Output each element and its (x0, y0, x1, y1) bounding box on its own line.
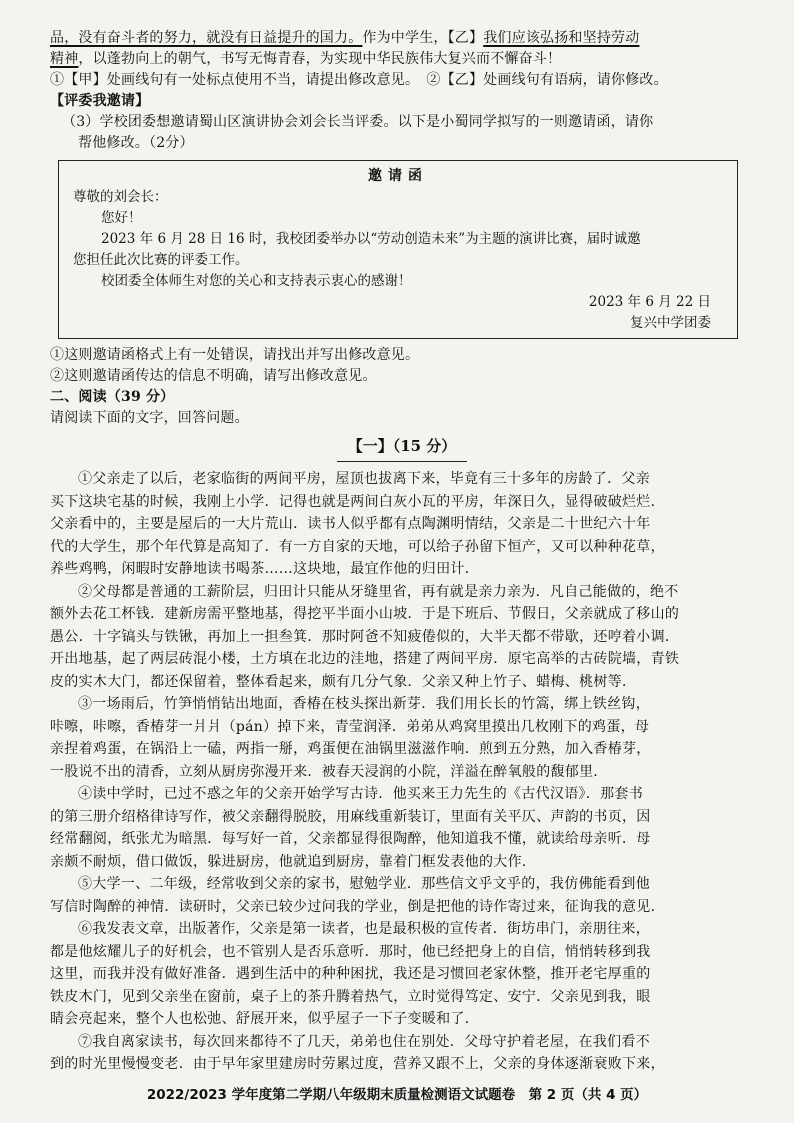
letter-body: 2023 年 6 月 28 日 16 时，我校团委举办以“劳动创造未来”为主题的演讲比赛，届时诚邀 (101, 231, 641, 247)
article-line: 铁皮木门，见到父亲坐在窗前，桌子上的茶升腾着热气，立时觉得笃定、安宁．父亲见到我，眼 (50, 988, 651, 1005)
article-line: 睛会亮起来，整个人也松弛、舒展开来，似乎屋子一下子变暖和了． (50, 1011, 479, 1027)
article-line: 咔嚓，咔嚓，香椿芽一爿爿（pán）掉下来，青莹润泽．弟弟从鸡窝里摸出几枚刚下的鸡蛋，母 (50, 718, 650, 735)
letter-date: 2023 年 6 月 22 日 (588, 294, 711, 310)
instruction-text: 请阅读下面的文字，回答问题。 (50, 410, 249, 426)
invitation-letter-box (58, 160, 738, 339)
article-line: 写信时陶醉的神情．读研时，父亲已较少过问我的学业，倒是把他的诗作寄过来，征询我的意见． (50, 898, 665, 915)
article-line: 代的大学生，那个年代算是高知了．有一方自家的天地，可以给子孙留下恒产，又可以种种花草， (50, 538, 665, 555)
article-line: 养些鸡鸭，闲暇时安静地读书喝茶……这块地，最宜作他的归田计． (50, 561, 479, 577)
article-line: 愚公．十字镐头与铁锹，再加上一担叁箕．那时阿爸不知疲倦似的，大半天都不带歇，还哼着小调． (50, 628, 680, 645)
part-title (50, 433, 754, 462)
paragraph (50, 783, 754, 873)
paragraph (50, 468, 754, 581)
question-text: ②这则邀请函传达的信息不明确，请写出修改意见。 (50, 368, 377, 384)
part-title-text: 【一】（15 分） (347, 437, 457, 455)
article-line: 额外去花工杯钱．建新房需平整地基，得挖平半面小山坡．于是下班后、节假日，父亲就成了移山的 (50, 606, 680, 622)
article-line: 买下这块宅基的时候，我刚上小学．记得也就是两间白灰小瓦的平房，年深日久，显得破破烂烂． (50, 493, 665, 510)
article-line: 父亲看中的，主要是屋后的一大片荒山．读书人似乎都有点陶渊明情结，父亲是二十世纪六十年 (50, 516, 651, 532)
article-line: 都是他炫耀儿子的好机会，也不管别人是否乐意听．那时，他已经把身上的自信，悄悄转移到我 (50, 943, 651, 960)
article-line: ⑤大学一、二年级，经常收到父亲的家书，慰勉学业．那些信文乎文乎的，我仿佛能看到他 (78, 876, 650, 892)
article-line: 开出地基，起了两层砖混小楼，土方填在北边的洼地，搭建了两间平房．原宅高举的古砖院墙，青铁 (50, 651, 680, 667)
section-heading: 【评委我邀请】 (50, 93, 150, 109)
text-span: 作为中学生，【乙】 (362, 30, 484, 46)
underlined-sentence-jia: 品，没有奋斗者的努力，就没有日益提升的国力。 (50, 30, 363, 46)
underlined-sentence-yi-cont: 精神 (50, 51, 79, 67)
article-line: 亲颇不耐烦，借口做饭，躲进厨房，他就追到厨房，靠着门框发表他的大作． (50, 853, 537, 870)
text-line (50, 28, 754, 49)
underlined-sentence-yi: 我们应该弘扬和坚持劳动 (483, 30, 640, 46)
question-text: 帮他修改。（2分） (78, 135, 194, 151)
question-text: （3）学校团委想邀请蜀山区演讲协会刘会长当评委。以下是小蜀同学拟写的一则邀请函，请你 (62, 114, 654, 130)
paragraph (50, 873, 754, 918)
letter-title: 邀请函 (368, 168, 428, 184)
article-line: 一股说不出的清香，立刻从厨房弥漫开来．被春天浸润的小院，洋溢在醉氧般的馥郁里． (50, 763, 608, 780)
letter-signer: 复兴中学团委 (630, 315, 711, 331)
article-line: 亲捏着鸡蛋，在锅沿上一磕，两指一掰，鸡蛋便在油锅里滋滋作响．煎到五分熟，加入香椿芽， (50, 741, 651, 757)
article-line: ①父亲走了以后，老家临街的两间平房，屋顶也拔离下来，毕竟有三十多年的房龄了．父亲 (78, 471, 650, 487)
text-span: ，以蓬勃向上的朝气，书写无悔青春，为实现中华民族伟大复兴而不懈奋斗！ (78, 51, 562, 67)
article-line: 的第三册介绍格律诗写作，被父亲翻得脱胶，用麻线重新装订，里面有关平仄、声韵的书页，因 (50, 808, 651, 825)
reading-article (50, 468, 754, 1076)
article-line: 皮的实木大门，都还保留着，整体看起来，颇有几分气象．父亲又种上竹子、蜡梅、桃树等． (50, 673, 637, 690)
question-text: ①这则邀请函格式上有一处错误，请找出并写出修改意见。 (50, 347, 420, 363)
paragraph (50, 581, 754, 694)
letter-salutation: 尊敬的刘会长： (73, 189, 168, 205)
article-line: ⑦我自离家读书，每次回来都待不了几天，弟弟也住在别处．父母守护着老屋，在我们看不 (78, 1033, 650, 1050)
article-line: 经常翻阅，纸张尤为暗黑．每写好一首，父亲都显得很陶醉，他知道我不懂，就读给母亲听．母 (50, 831, 651, 847)
text-line (50, 49, 754, 70)
article-line: 到的时光里慢慢变老．由于早年家里建房时劳累过度，营养又跟不上，父亲的身体逐渐衰败下来， (50, 1056, 665, 1072)
article-line: ⑥我发表文章，出版著作，父亲是第一读者，也是最积极的宣传者．街坊串门，亲朋往来， (78, 921, 650, 937)
paragraph (50, 918, 754, 1031)
section-heading: 二、阅读（39 分） (50, 389, 175, 405)
question-text: ①【甲】处画线句有一处标点使用不当，请提出修改意见。 ②【乙】处画线句有语病，请你修改。 (50, 72, 668, 88)
letter-body: 校团委全体师生对您的关心和支持表示衷心的感谢！ (101, 273, 412, 289)
article-line: ④读中学时，已过不惑之年的父亲开始学写古诗．他买来王力先生的《古代汉语》．那套书 (78, 786, 643, 802)
article-line: ③一场雨后，竹笋悄悄钻出地面，香椿在枝头探出新芽．我们用长长的竹篙，绑上铁丝钩， (78, 696, 650, 712)
article-line: ②父母都是普通的工薪阶层，归田计只能从牙缝里省，再有就是亲力亲为．凡自己能做的，绝不 (78, 583, 679, 600)
part-title-rule (337, 459, 467, 462)
article-line: 这里，而我并没有做好准备．遇到生活中的种种困扰，我还是习惯回老家休整，推开老宅厚重的 (50, 966, 651, 982)
letter-greeting: 您好！ (101, 210, 142, 226)
page-footer: 2022/2023 学年度第二学期八年级期末质量检测语文试题卷 第 2 页（共 4 页） (146, 1087, 648, 1103)
paragraph (50, 1031, 754, 1076)
letter-body: 您担任此次比赛的评委工作。 (73, 252, 249, 268)
paragraph (50, 693, 754, 783)
